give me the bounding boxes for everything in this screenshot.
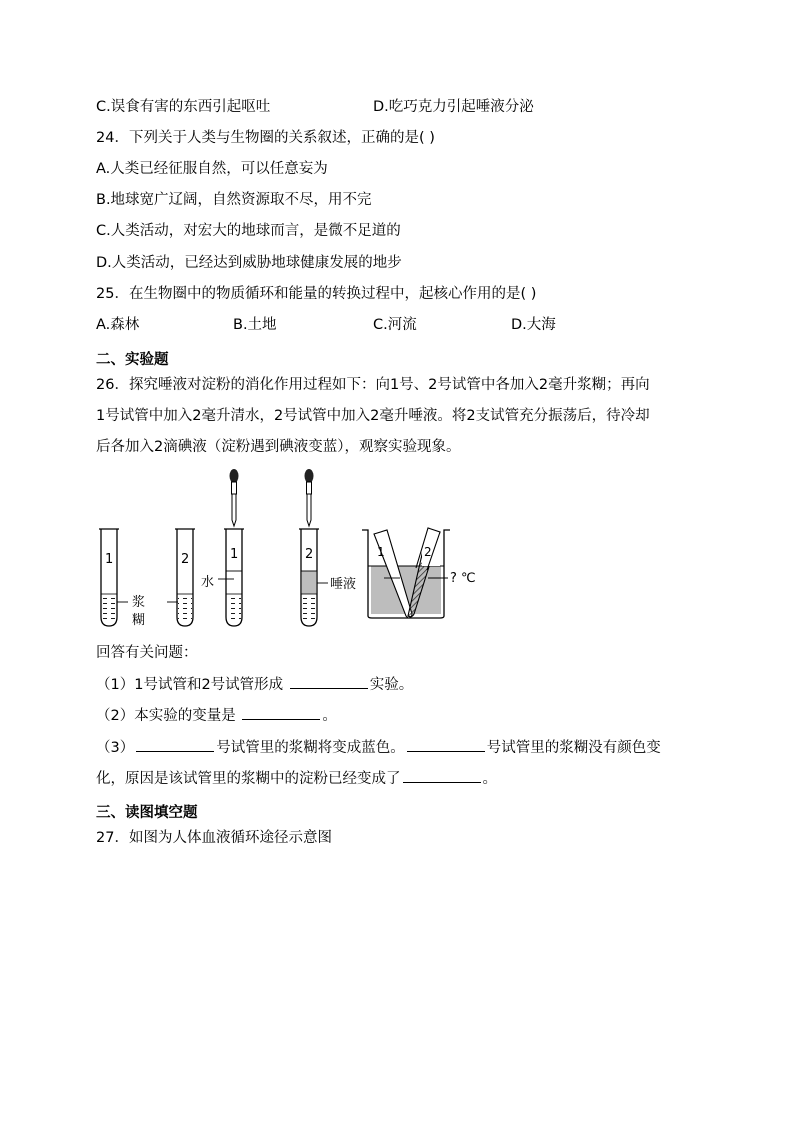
q26-sub1-prefix: （1）1号试管和2号试管形成 [96, 677, 284, 693]
tube2-saliva-label: 2 [305, 547, 314, 562]
q24-option-a: A.人类已经征服自然，可以任意妄为 [96, 161, 328, 177]
tube2-label: 2 [181, 552, 190, 567]
tube1-label: 1 [105, 552, 114, 567]
q26-sub2-answer-blank[interactable] [242, 705, 320, 720]
test-tube-2-saliva [299, 529, 319, 626]
q26-sub1 [96, 674, 413, 695]
beaker-tube1-label: 1 [377, 545, 385, 559]
q26-stem-line3: 后各加入2滴碘液（淀粉遇到碘液变蓝），观察实验现象。 [96, 439, 461, 455]
water-label: 水 [201, 575, 215, 590]
q26-sub3-answer-blank-1[interactable] [136, 737, 214, 752]
q23-option-c: C.误食有害的东西引起呕吐 [96, 99, 271, 115]
q26-sub3 [96, 737, 661, 758]
q26-sub1-suffix: 实验。 [369, 677, 414, 693]
q26-sub2-prefix: （2）本实验的变量是 [96, 708, 236, 724]
section-2-title: 二、实验题 [96, 352, 169, 368]
q26-sub2 [96, 705, 337, 726]
q26-sub3-line2-suffix: 。 [482, 771, 497, 787]
q26-sub3-answer-blank-2[interactable] [407, 737, 485, 752]
temperature-label: ? ℃ [450, 571, 476, 586]
q24-option-c: C.人类活动，对宏大的地球而言，是微不足道的 [96, 223, 401, 239]
q25-option-a: A.森林 [96, 317, 140, 333]
q27-stem: 27．如图为人体血液循环途径示意图 [96, 830, 332, 846]
q26-prompt: 回答有关问题： [96, 645, 198, 661]
q26-sub3-line2 [96, 768, 497, 789]
q25-option-c: C.河流 [373, 317, 417, 333]
section-3-title: 三、读图填空题 [96, 805, 198, 821]
q26-stem-line1: 26．探究唾液对淀粉的消化作用过程如下：向1号、2号试管中各加入2毫升浆糊；再向 [96, 377, 650, 393]
q24-option-d: D.人类活动，已经达到威胁地球健康发展的地步 [96, 255, 402, 271]
q23-option-d: D.吃巧克力引起唾液分泌 [373, 99, 534, 115]
dropper-icon [305, 469, 314, 526]
q26-sub3-answer-blank-3[interactable] [403, 768, 481, 783]
beaker-tube2-label: 2 [424, 545, 432, 559]
q26-sub3-line2-prefix: 化，原因是该试管里的浆糊中的淀粉已经变成了 [96, 771, 401, 787]
test-tube-1 [99, 529, 119, 626]
saliva-label: 唾液 [330, 577, 357, 592]
q26-sub3-mid: 号试管里的浆糊将变成蓝色。 [216, 740, 405, 756]
q24-stem: 24．下列关于人类与生物圈的关系叙述，正确的是( ) [96, 130, 435, 146]
paste-label-2: 糊 [132, 613, 146, 628]
experiment-figure [94, 466, 494, 634]
q26-sub3-end: 号试管里的浆糊没有颜色变 [486, 740, 661, 756]
dropper-icon [230, 469, 239, 526]
tube1-water-label: 1 [230, 547, 239, 562]
water-bath-beaker [362, 528, 450, 618]
q26-sub3-prefix: （3） [96, 740, 135, 756]
paste-label-1: 浆 [132, 595, 146, 610]
q26-sub1-answer-blank[interactable] [290, 674, 368, 689]
test-tube-1-water [224, 529, 244, 626]
q25-option-d: D.大海 [511, 317, 556, 333]
q24-option-b: B.地球宽广辽阔，自然资源取不尽，用不完 [96, 192, 372, 208]
test-tube-2 [175, 529, 195, 626]
q26-sub2-suffix: 。 [322, 708, 337, 724]
q25-option-b: B.土地 [233, 317, 277, 333]
q25-stem: 25．在生物圈中的物质循环和能量的转换过程中，起核心作用的是( ) [96, 286, 537, 302]
q26-stem-line2: 1号试管中加入2毫升清水，2号试管中加入2毫升唾液。将2支试管充分振荡后，待冷却 [96, 408, 650, 424]
